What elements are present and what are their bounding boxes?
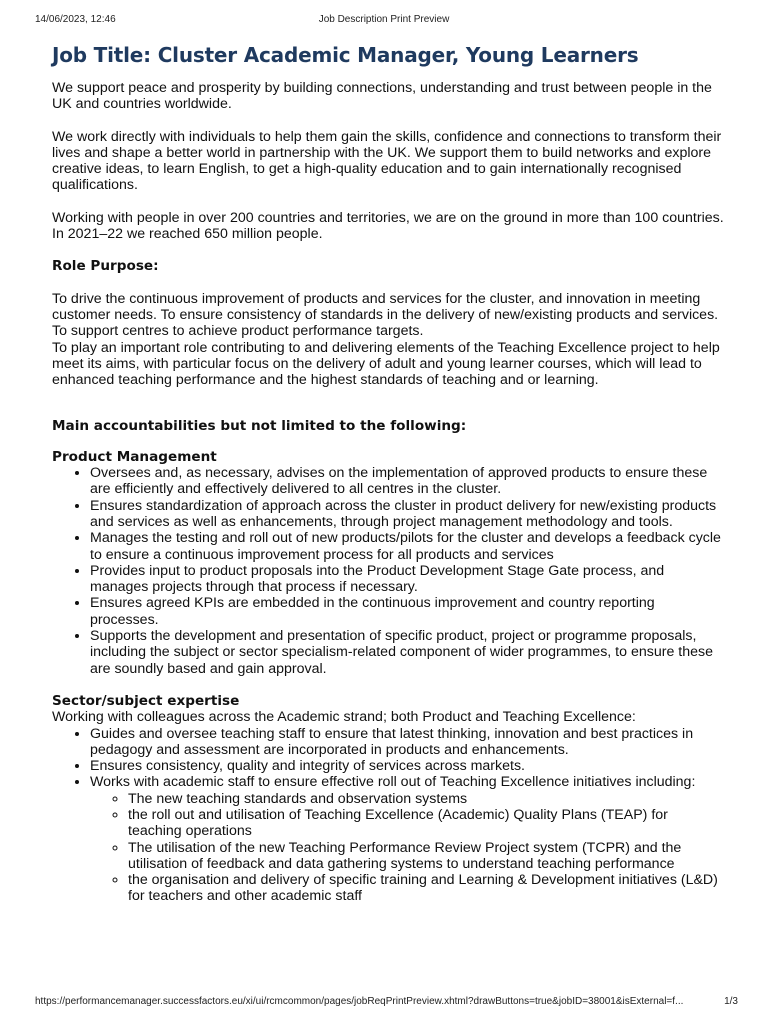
intro-paragraph: We support peace and prosperity by building connections, understanding and trust between people in the UK and countries worldwide.: [52, 80, 712, 113]
list-item: • Provides input to product proposals into the Product Development Stage Gate process, and manages projects through that process if necessary.: [90, 563, 724, 596]
intro-paragraph: We work directly with individuals to help them gain the skills, confidence and connections to transform their lives and shape a better world in partnership with the UK. We support them to build networks and explore creative ideas, to learn English, to get a high-quality education and to gain internationally recognised qualifications.: [52, 128, 722, 194]
role-purpose-paragraph: To drive the continuous improvement of products and services for the cluster, and innovation in meeting customer needs. To ensure consistency of standards in the delivery of new/existing products and services. To support centres to achieve product performance targets.: [52, 290, 719, 340]
list-item: [90, 774, 724, 904]
print-url: https://performancemanager.successfactors.eu/xi/ui/rcmcommon/pages/jobReqPrintPreview.xhtml?drawButtons=true&jobID=38001&isExternal=f...: [35, 996, 684, 1007]
role-purpose-paragraph: To play an important role contributing to and delivering elements of the Teaching Excellence project to help meet its aims, with particular focus on the delivery of adult and young learner courses, which will lead to enhanced teaching performance and the highest standards of teaching and or learning.: [52, 339, 720, 389]
sub-list-item: ◦ the roll out and utilisation of Teaching Excellence (Academic) Quality Plans (TEAP) for teaching operations: [128, 807, 724, 840]
list-item: • Supports the development and presentation of specific product, project or programme proposals, including the subject or sector specialism-related component of wider programmes, to ensure these are soundly based and gain approval.: [90, 628, 724, 677]
sub-list-item: ◦ the organisation and delivery of specific training and Learning & Development initiatives (L&D) for teachers and other academic staff: [128, 872, 724, 905]
print-footer: [35, 996, 738, 1010]
main-accountabilities-heading: Main accountabilities but not limited to the following:: [52, 418, 467, 435]
sub-list-item: ◦ The new teaching standards and observation systems: [128, 791, 724, 807]
sub-list-item: ◦ The utilisation of the new Teaching Performance Review Project system (TCPR) and the utilisation of feedback and data gathering systems to understand teaching performance: [128, 840, 724, 873]
sector-expertise-heading: Sector/subject expertise: [52, 692, 240, 709]
print-header: [35, 14, 733, 28]
list-item: • Oversees and, as necessary, advises on the implementation of approved products to ensure these are efficiently and effectively delivered to all centres in the cluster.: [90, 465, 724, 498]
list-item: • Ensures consistency, quality and integrity of services across markets.: [90, 758, 724, 774]
list-item: • Manages the testing and roll out of new products/pilots for the cluster and develops a feedback cycle to ensure a continuous improvement process for all products and services: [90, 530, 724, 563]
product-management-list: [52, 465, 724, 677]
print-datetime: 14/06/2023, 12:46: [35, 14, 116, 25]
teaching-excellence-sublist: [90, 791, 724, 905]
sector-expertise-list: [52, 726, 724, 905]
job-title: Job Title: Cluster Academic Manager, Young Learners: [52, 43, 639, 67]
product-management-heading: Product Management: [52, 448, 217, 465]
list-item: • Guides and oversee teaching staff to ensure that latest thinking, innovation and best practices in pedagogy and assessment are incorporated in products and enhancements.: [90, 726, 724, 759]
sector-expertise-intro: Working with colleagues across the Academic strand; both Product and Teaching Excellence:: [52, 709, 636, 726]
print-title: Job Description Print Preview: [318, 14, 450, 25]
list-item: • Ensures agreed KPIs are embedded in the continuous improvement and country reporting processes.: [90, 595, 724, 628]
list-item-text: Works with academic staff to ensure effective roll out of Teaching Excellence initiatives including:: [90, 774, 696, 791]
role-purpose-heading: Role Purpose:: [52, 258, 159, 275]
list-item: • Ensures standardization of approach across the cluster in product delivery for new/existing products and services as well as enhancements, through project management methodology and tools.: [90, 498, 724, 531]
document-body: [52, 42, 724, 905]
page-number: 1/3: [724, 996, 738, 1007]
intro-paragraph: Working with people in over 200 countries and territories, we are on the ground in more than 100 countries. In 2021–22 we reached 650 million people.: [52, 209, 724, 243]
